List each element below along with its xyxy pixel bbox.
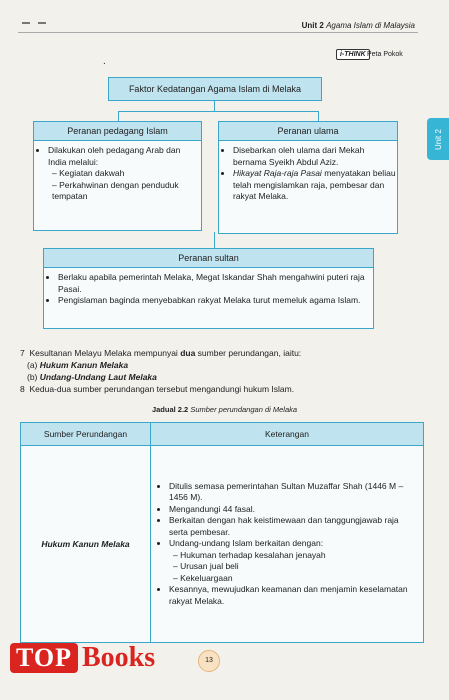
sultan-box [43,248,374,329]
ulama-heading: Peranan ulama [219,122,397,141]
source-cell: Hukum Kanun Melaka [21,446,151,643]
unit-side-tab[interactable]: Unit 2 [427,118,449,160]
table-row [21,446,424,643]
bullet-dot: . [103,56,106,67]
list-item: • Ditulis semasa pemerintahan Sultan Muzaffar Shah (1446 M – 1456 M). [169,481,419,504]
sub-item: – Hukuman terhadap kesalahan jenayah [173,550,419,562]
detail-cell [151,446,424,643]
table-header-row [21,423,424,446]
list-item: • Undang-undang Islam berkaitan dengan: – Hukuman terhadap kesalahan jenayah – Urusan jual beli – Kekeluargaan [169,538,419,584]
connector-line [214,232,215,248]
map-type-label: Peta Pokok [367,51,403,58]
list-item: • Berkaitan dengan hak keistimewaan dan tanggungjawab raja serta pembesar. [169,515,419,538]
ulama-box [218,121,398,234]
list-item-b: (b) Undang-Undang Laut Melaka [27,372,157,382]
list-item: • Disebarkan oleh ulama dari Mekah bernama Syeikh Abdul Aziz. [233,145,397,168]
header-dash [22,22,30,24]
list-item-a: (a) Hukum Kanun Melaka [27,360,129,370]
list-item: • Berlaku apabila pemerintah Melaka, Megat Iskandar Shah mengahwini puteri raja Pasai. [58,272,373,295]
connector-line [118,111,119,121]
column-header: Keterangan [151,423,424,446]
list-item: • Dilakukan oleh pedagang Arab dan India melalui: – Kegiatan dakwah – Perkahwinan dengan penduduk tempatan [48,145,201,203]
page-number: 13 [198,650,220,672]
list-item: • Pengislaman baginda menyebabkan rakyat Melaka turut memeluk agama Islam. [58,295,373,307]
table-caption: Jadual 2.2 Sumber perundangan di Melaka [151,405,298,414]
topbooks-logo: TOP Books [10,636,155,680]
pedagang-box [33,121,202,231]
list-item: • Kesannya, mewujudkan keamanan dan menjamin keselamatan rakyat Melaka. [169,584,419,607]
list-item: • Mengandungi 44 fasal. [169,504,419,516]
column-header: Sumber Perundangan [21,423,151,446]
sultan-list [44,272,373,307]
sultan-heading: Peranan sultan [44,249,373,268]
sub-item: – Urusan jual beli [173,561,419,573]
ithink-badge: i-THINK [336,49,370,60]
sub-item: – Perkahwinan dengan penduduk tempatan [52,180,201,203]
paragraph-7: 7 Kesultanan Melayu Melaka mempunyai dua sumber perundangan, iaitu: [20,348,302,358]
header-rule [18,32,418,33]
law-sources-table [20,422,424,643]
pedagang-heading: Peranan pedagang Islam [34,122,201,141]
list-item: • Hikayat Raja-raja Pasai menyatakan beliau telah mengislamkan raja, pembesar dan rakyat Melaka. [233,168,397,203]
detail-list [155,481,419,608]
unit-header: Unit 2 Agama Islam di Malaysia [301,21,415,30]
header-dash [38,22,46,24]
sub-item: – Kekeluargaan [173,573,419,585]
pedagang-list [34,145,201,203]
map-title: Faktor Kedatangan Agama Islam di Melaka [108,77,322,101]
sub-item: – Kegiatan dakwah [52,168,201,180]
connector-line [318,111,319,121]
paragraph-8: 8 Kedua-dua sumber perundangan tersebut mengandungi hukum Islam. [20,384,295,394]
ulama-list [219,145,397,203]
connector-line [118,111,318,112]
